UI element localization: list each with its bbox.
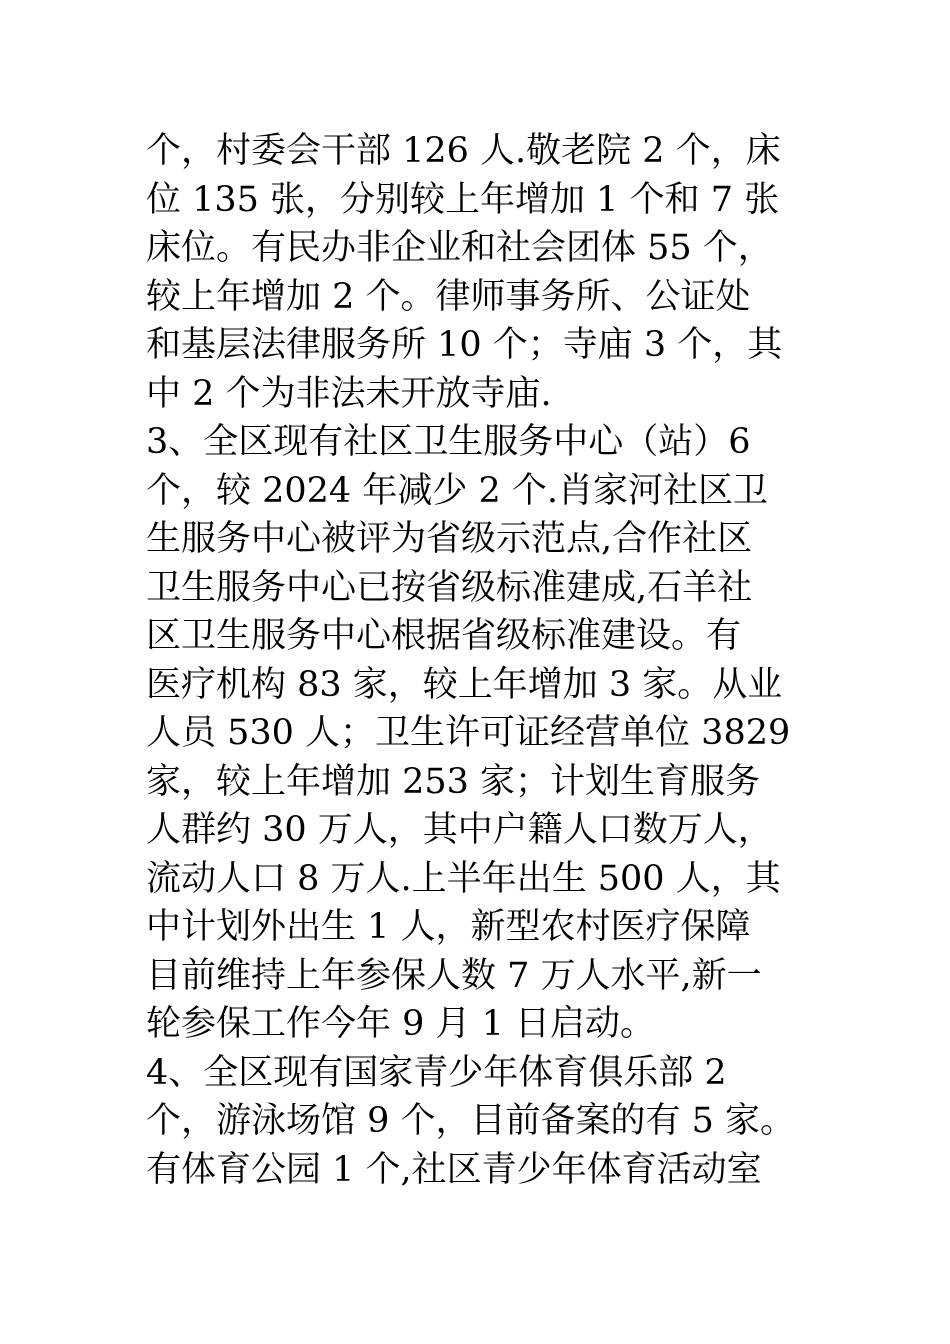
- text-line: 较上年增加 2 个。律师事务所、公证处: [146, 276, 751, 317]
- text-line: 卫生服务中心已按省级标准建成,石羊社: [146, 567, 753, 608]
- text-line: 有体育公园 1 个,社区青少年体育活动室: [146, 1149, 762, 1190]
- text-line: 和基层法律服务所 10 个；寺庙 3 个，其: [146, 325, 783, 365]
- text-line: 床位。有民办非企业和社会团体 55 个，: [146, 228, 773, 268]
- text-line: 中计划外出生 1 人，新型农村医疗保障: [146, 907, 751, 947]
- text-line: 医疗机构 83 家，较上年增加 3 家。从业: [146, 664, 783, 705]
- text-line: 个，村委会干部 126 人.敬老院 2 个，床: [146, 131, 781, 171]
- text-line: 个，游泳场馆 9 个，目前备案的有 5 家。: [146, 1101, 796, 1141]
- text-line: 生服务中心被评为省级示范点,合作社区: [146, 519, 753, 559]
- text-line: 个，较 2024 年减少 2 个.肖家河社区卫: [146, 470, 768, 511]
- text-line: 人员 530 人；卫生许可证经营单位 3829: [146, 713, 791, 753]
- text-line: 4、全区现有国家青少年体育俱乐部 2: [146, 1052, 727, 1093]
- text-line: 流动人口 8 万人.上半年出生 500 人，其: [146, 858, 781, 899]
- text-line: 家，较上年增加 253 家；计划生育服务: [146, 761, 761, 802]
- text-line: 区卫生服务中心根据省级标准建设。有: [146, 616, 742, 656]
- text-line: 中 2 个为非法未开放寺庙.: [146, 373, 552, 414]
- text-line: 人群约 30 万人，其中户籍人口数万人，: [146, 810, 773, 850]
- text-line: 目前维持上年参保人数 7 万人水平,新一: [146, 955, 762, 996]
- body-text: [146, 127, 826, 1194]
- text-line: 轮参保工作今年 9 月 1 日启动。: [146, 1004, 656, 1044]
- text-line: 3、全区现有社区卫生服务中心（站）6: [146, 422, 751, 462]
- text-line: 位 135 张，分别较上年增加 1 个和 7 张: [146, 179, 780, 220]
